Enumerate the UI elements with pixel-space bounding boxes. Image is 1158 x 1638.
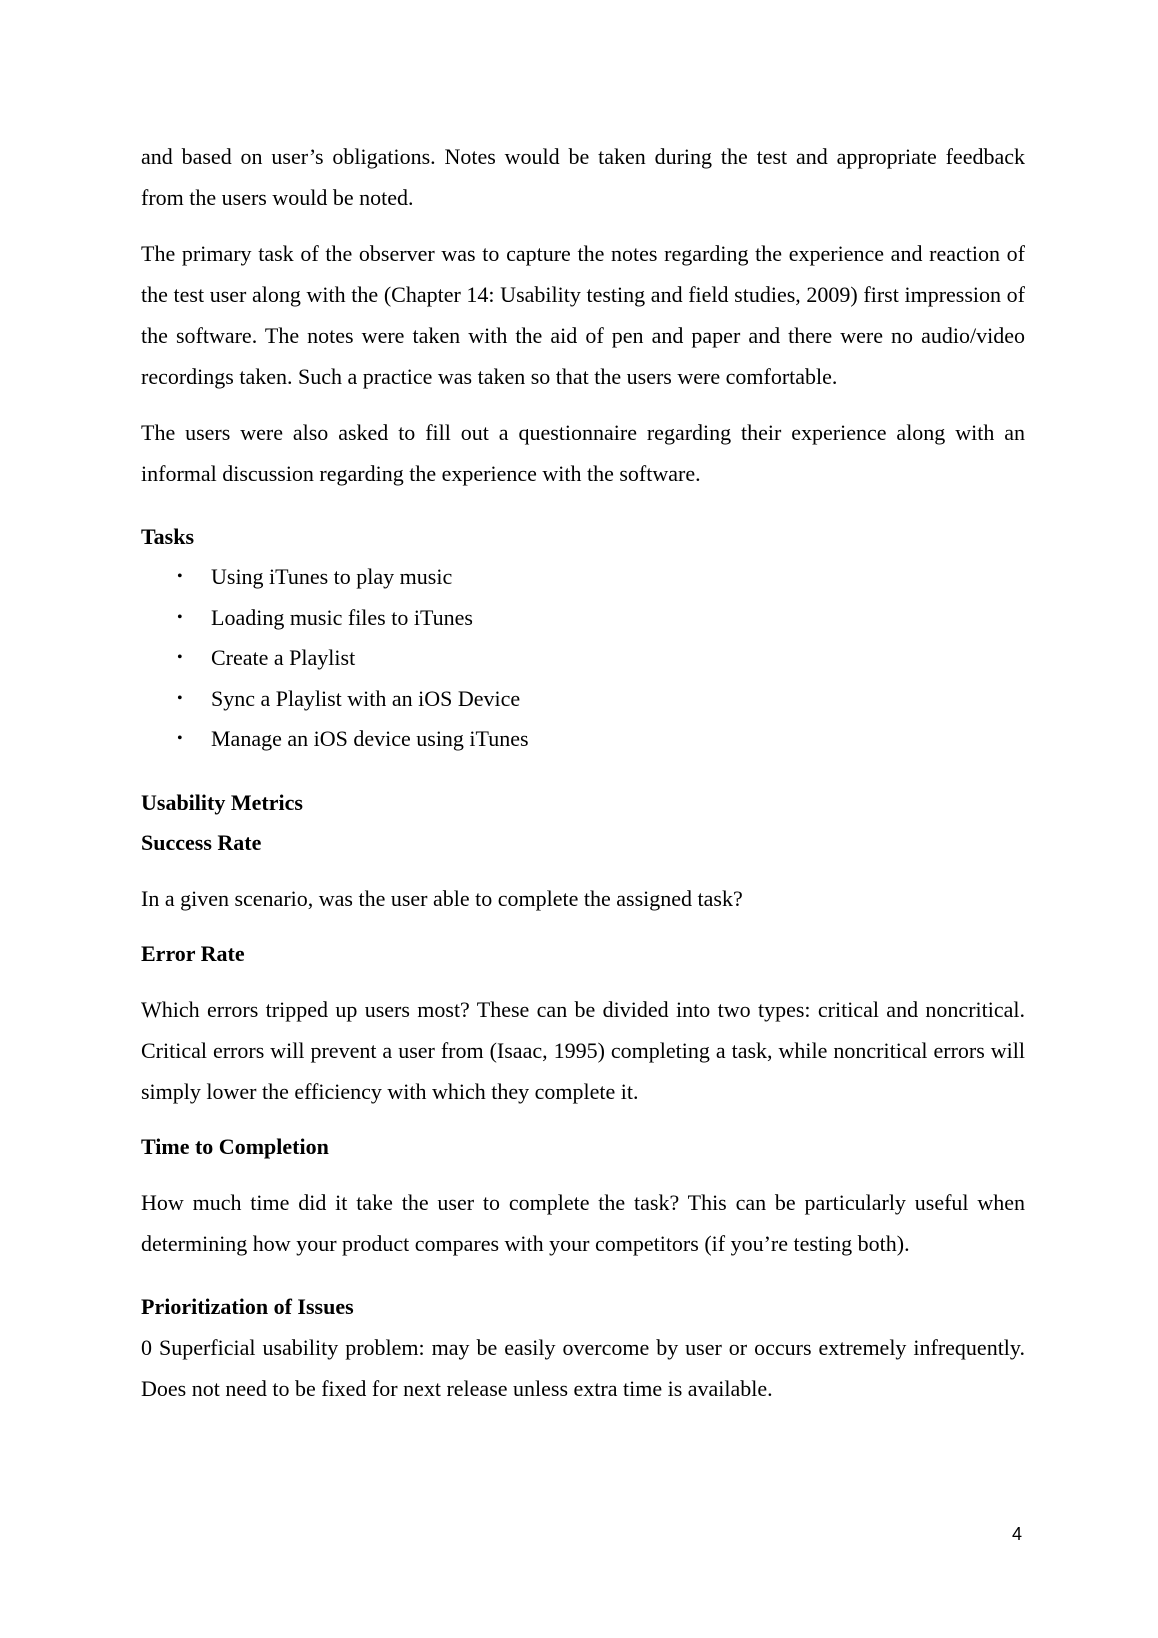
- bullet-icon: •: [177, 730, 183, 747]
- success-rate-heading: Success Rate: [141, 829, 262, 855]
- tasks-heading: Tasks: [141, 524, 195, 549]
- questionnaire-paragraph: The users were also asked to fill out a questionnaire regarding their experience along with an informal discussion regarding the experience with the software.: [141, 420, 1025, 486]
- document-body: [141, 136, 1025, 1409]
- page-number: 4: [1012, 1524, 1023, 1544]
- bullet-icon: •: [177, 649, 183, 666]
- observer-paragraph: The primary task of the observer was to capture the notes regarding the experience and reaction of the test user along with the (Chapter 14: Usability testing and field studies, 2009) first impression of the software. The notes were taken with the aid of pen and paper and there were no audio/video recordings taken. Such a practice was taken so that the users were comfortable.: [141, 241, 1025, 389]
- list-item: • Create a Playlist: [141, 638, 1025, 679]
- bullet-icon: •: [177, 608, 183, 626]
- error-rate-heading: Error Rate: [141, 940, 245, 966]
- list-item: • Loading music files to iTunes: [141, 598, 1025, 639]
- usability-metrics-heading: Usability Metrics: [141, 789, 303, 815]
- time-to-completion-heading: Time to Completion: [141, 1133, 329, 1159]
- list-item: • Manage an iOS device using iTunes: [141, 719, 1025, 760]
- prioritization-text: 0 Superficial usability problem: may be easily overcome by user or occurs extremely infrequently. Does not need to be fixed for next release unless extra time is available.: [141, 1334, 1025, 1401]
- prioritization-heading: Prioritization of Issues: [141, 1293, 354, 1319]
- intro-paragraph: and based on user’s obligations. Notes would be taken during the test and appropriate feedback from the users would be noted.: [141, 144, 1025, 210]
- tasks-list: [141, 557, 1025, 760]
- bullet-icon: •: [177, 568, 183, 585]
- success-rate-text: In a given scenario, was the user able to complete the assigned task?: [141, 885, 743, 911]
- list-item: • Using iTunes to play music: [141, 557, 1025, 598]
- error-rate-text: Which errors tripped up users most? These can be divided into two types: critical and noncritical. Critical errors will prevent a user from (Isaac, 1995) completing a task, while noncritical errors will simply lower the efficiency with which they complete it.: [141, 996, 1025, 1104]
- bullet-icon: •: [177, 689, 183, 707]
- time-to-completion-text: How much time did it take the user to complete the task? This can be particularly useful when determining how your product compares with your competitors (if you’re testing both).: [141, 1189, 1025, 1256]
- list-item: • Sync a Playlist with an iOS Device: [141, 679, 1025, 720]
